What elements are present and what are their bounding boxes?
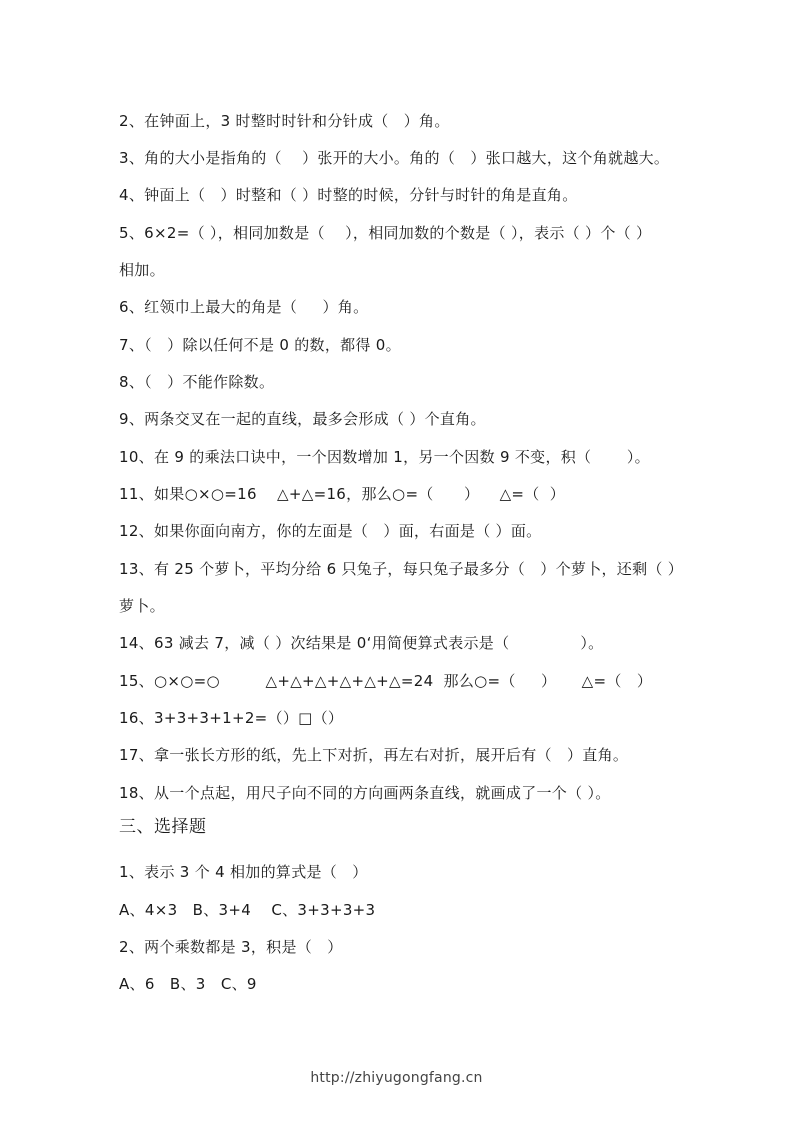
question-18: 18、从一个点起，用尺子向不同的方向画两条直线，就画成了一个（ ）。: [119, 784, 611, 802]
question-8: 8、（ ）不能作除数。: [119, 373, 275, 391]
question-15: 15、○×○=○ △+△+△+△+△+△=24 那么○=（ ） △=（ ）: [119, 672, 653, 690]
choice-options-2: A、6 B、3 C、9: [119, 975, 257, 993]
question-11: 11、如果○×○=16 △+△=16，那么○=（ ） △=（ ）: [119, 485, 566, 503]
footer-url: http://zhiyugongfang.cn: [310, 1070, 483, 1086]
section-title: 三、选择题: [119, 817, 207, 837]
choice-question-2: 2、两个乘数都是 3，积是（ ）: [119, 938, 343, 956]
question-5: 5、6×2=（ ），相同加数是（ ），相同加数的个数是（ ），表示（ ）个（ ）: [119, 224, 652, 242]
question-9: 9、两条交叉在一起的直线，最多会形成（ ）个直角。: [119, 410, 486, 428]
question-5-continued: 相加。: [119, 261, 165, 279]
question-14: 14、63 减去 7，减（ ）次结果是 0‘用简便算式表示是（ ）。: [119, 634, 604, 652]
question-13-continued: 萝卜。: [119, 597, 165, 615]
question-3: 3、角的大小是指角的（ ）张开的大小。角的（ ）张口越大，这个角就越大。: [119, 149, 670, 167]
question-6: 6、红领巾上最大的角是（ ）角。: [119, 298, 369, 316]
question-12: 12、如果你面向南方，你的左面是（ ）面，右面是（ ）面。: [119, 522, 542, 540]
question-2: 2、在钟面上，3 时整时时针和分针成（ ）角。: [119, 112, 450, 130]
question-17: 17、拿一张长方形的纸，先上下对折，再左右对折，展开后有（ ）直角。: [119, 746, 629, 764]
question-13: 13、有 25 个萝卜，平均分给 6 只兔子，每只兔子最多分（ ）个萝卜，还剩（ ）: [119, 560, 684, 578]
question-4: 4、钟面上（ ）时整和（ ）时整的时候，分针与时针的角是直角。: [119, 186, 578, 204]
question-10: 10、在 9 的乘法口诀中，一个因数增加 1，另一个因数 9 不变，积（ ）。: [119, 448, 650, 466]
choice-options-1: A、4×3 B、3+4 C、3+3+3+3: [119, 901, 376, 919]
question-16: 16、3+3+3+1+2=（）□（）: [119, 709, 344, 727]
choice-question-1: 1、表示 3 个 4 相加的算式是（ ）: [119, 863, 368, 881]
question-7: 7、（ ）除以任何不是 0 的数，都得 0。: [119, 336, 401, 354]
